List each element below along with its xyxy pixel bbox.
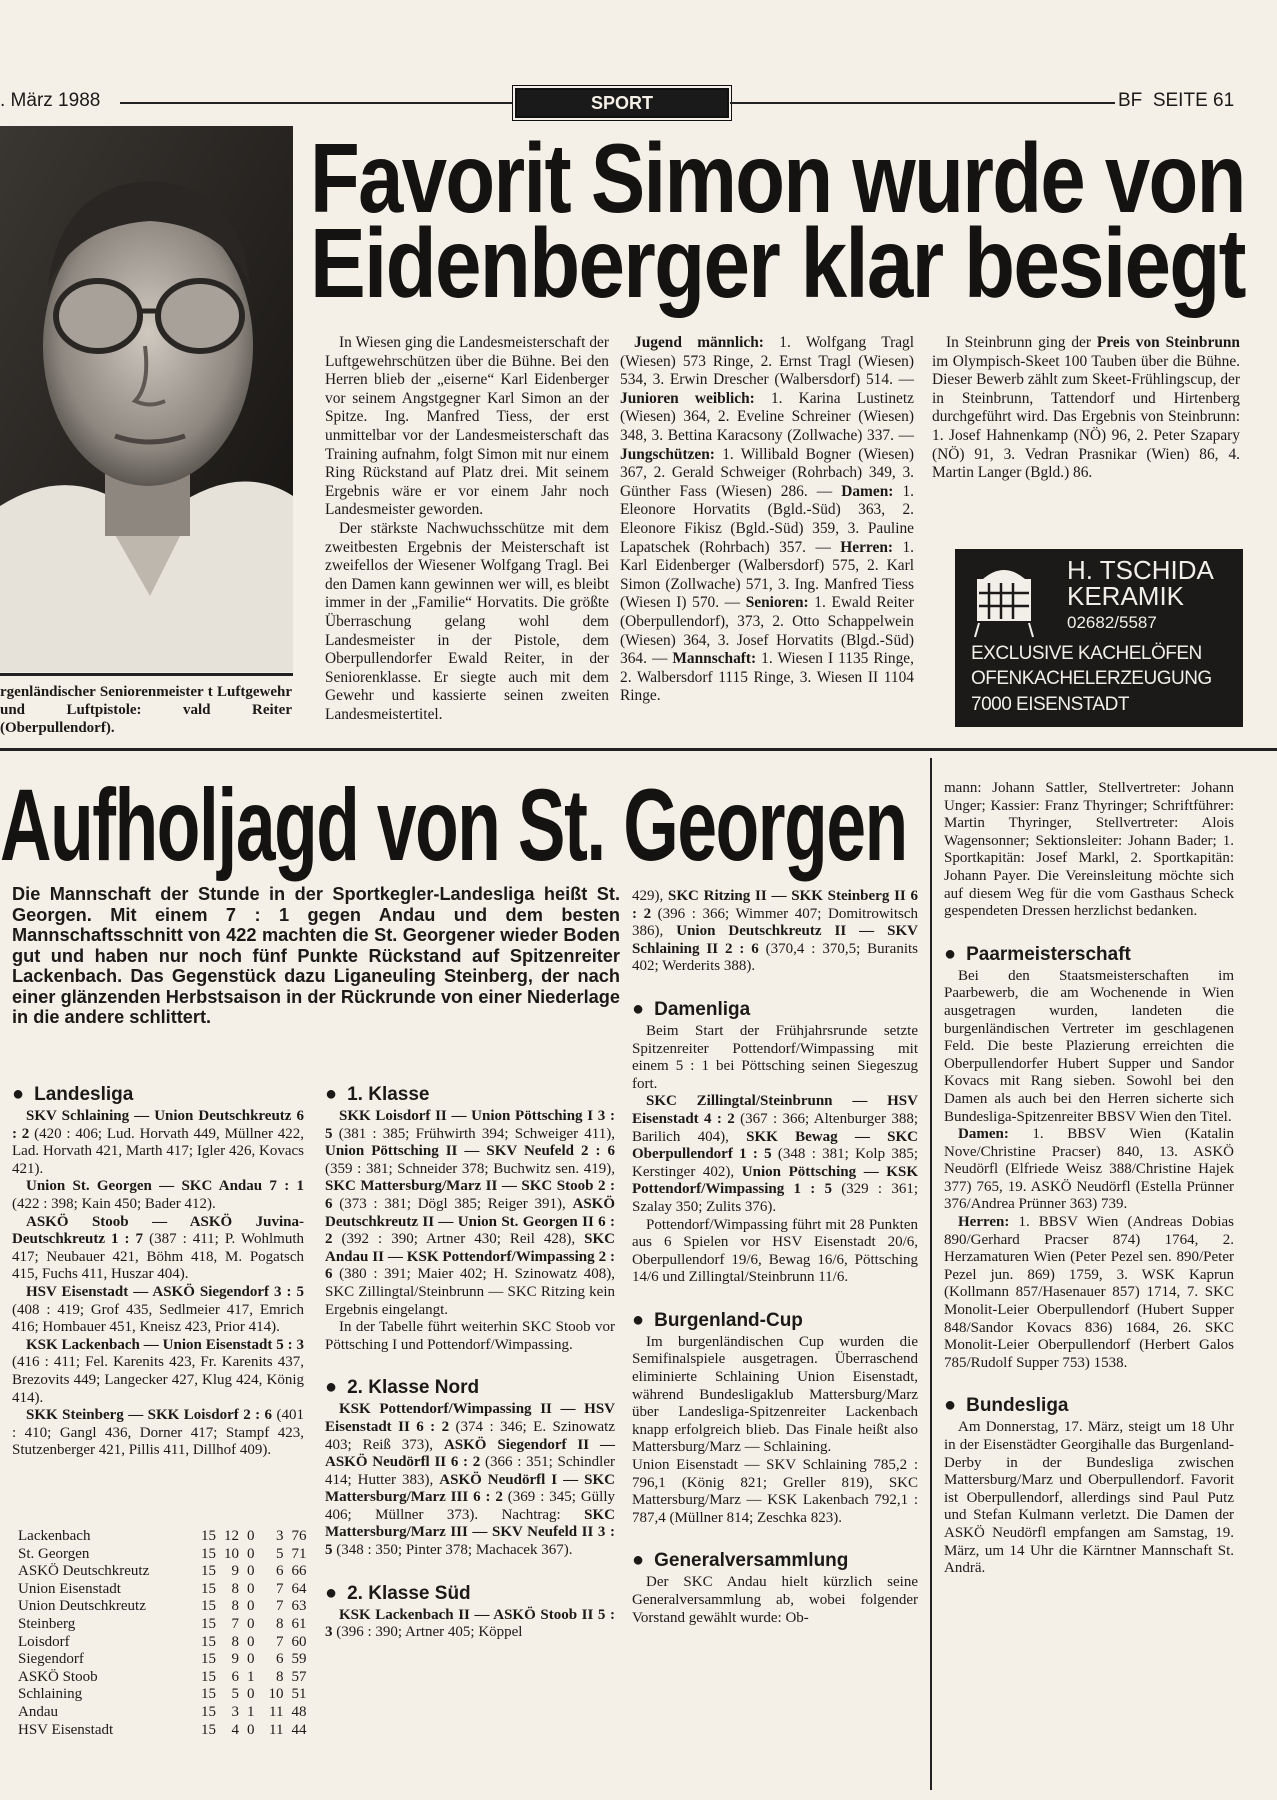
- bold-text: Damen:: [841, 482, 894, 500]
- standings-value: 63: [291, 1598, 307, 1615]
- standings-value: 8: [231, 1633, 239, 1650]
- standings-value: 0: [247, 1651, 255, 1668]
- standings-value: 15: [201, 1598, 216, 1615]
- text: 1. BBSV Wien (Katalin Nove/Christine Pracser) 840, 13. ASKÖ Neudörfl (Elfriede Weisz 388/Christine Hajek 377) 765, 19. ASKÖ Neudörfl (Estella Prünner 376/Andrea Prünner 363) 739.: [944, 1126, 1234, 1213]
- header-rule-left: [120, 102, 512, 104]
- bold-text: Junioren weiblich:: [620, 389, 755, 407]
- article-divider: [0, 748, 1277, 751]
- issue-date: . März 1988: [0, 90, 101, 111]
- standings-value: 0: [247, 1563, 255, 1580]
- text: Der stärkste Nachwuchsschütze mit dem zweitbesten Ergebnis der Meisterschaft ist zweifellos der Wiesener Wolfgang Tragl. Bei den Damen kann gewinnen wer will, es bleibt immer in der „Familie“ Horvatits. Die größte Überraschung gelang wohl dem Landesmeister in der Pistole, dem Oberpullendorfer Ewald Reiter, in der Seniorenklasse. Er siegte auch mit dem Gewehr und kassierte seinen zweiten Landesmeistertitel.: [325, 519, 609, 723]
- bold-text: Union St. Georgen — SKC Andau 7 : 1: [26, 1178, 304, 1195]
- standings-value: 48: [291, 1703, 307, 1720]
- standings-value: 11: [269, 1721, 284, 1738]
- standings-value: 8: [276, 1615, 284, 1632]
- headline-line-1: Favorit Simon wurde von: [310, 123, 1245, 233]
- bold-text: Jungschützen:: [620, 445, 715, 463]
- standings-value: 8: [231, 1598, 239, 1615]
- section-heading: [944, 1394, 1234, 1417]
- standings-value: 60: [291, 1633, 307, 1650]
- text: Bei den Staatsmeisterschaften im Paarbewerb, die am Wochenende in Wien ausgetragen wurden, landeten die burgenländischen Vertreter im geschlagenen Feld. Die beste Plazierung erreichten die Oberpullendorfer Hubert Supper und Sandor Kovacs mit Rang sieben. Sowohl bei den Damen als auch bei den Herren sicherte sich Bundesliga-Spitzenreiter BBSV Wien den Titel.: [944, 967, 1234, 1125]
- standings-value: 7: [231, 1615, 239, 1632]
- standings-value: 6: [276, 1563, 284, 1580]
- standings-value: 0: [247, 1580, 255, 1597]
- headline-line-2: Eidenberger klar besiegt: [310, 208, 1245, 318]
- team-name: Union Eisenstadt: [18, 1580, 121, 1597]
- text: 1. Willibald Bogner (Wiesen) 367, 2. Gerald Schweiger (Rohrbach) 349, 3. Günther Fass (Wiesen) 286. —: [620, 445, 914, 500]
- paragraph: [325, 1401, 615, 1559]
- text: (373 : 381; Dögl 385; Reiger 391),: [332, 1195, 573, 1212]
- text: im Olympisch-Skeet 100 Tauben über die Bühne. Dieser Bewerb zählt zum Skeet-Frühlingscup, der in Steinbrunn, Tattendorf und Hirtenberg durchgeführt wird. Das Ergebnis von Steinbrunn: 1. Josef Hahnenkamp (NÖ) 96, 2. Peter Szapary (NÖ) 91, 3. Vedran Prasnikar (Wien) 86, 4. Martin Langer (Bgld.) 86.: [932, 352, 1240, 482]
- section-heading: [632, 1549, 918, 1572]
- standings-row: [18, 1546, 307, 1564]
- bold-text: ASKÖ Siegendorf II — ASKÖ Neudörfl II 6 : 2: [325, 1436, 615, 1471]
- photo-caption: rgenländischer Seniorenmeister t Luftgewehr und Luftpistole: vald Reiter (Oberpullendorf).: [0, 684, 292, 736]
- paragraph: [325, 1108, 615, 1319]
- bold-text: SKC Zillingtal/Steinbrunn — HSV Eisenstadt 4 : 2: [632, 1093, 918, 1127]
- standings-value: 15: [201, 1668, 216, 1685]
- section-label: SPORT: [515, 88, 729, 118]
- standings-value: 4: [231, 1721, 239, 1738]
- standings-value: 7: [276, 1580, 284, 1597]
- bold-text: Jugend männlich:: [634, 334, 764, 351]
- standings-value: 10: [224, 1545, 239, 1562]
- bold-text: KSK Lackenbach — Union Eisenstadt 5 : 3: [26, 1336, 304, 1353]
- team-name: ASKÖ Deutschkreutz: [18, 1563, 150, 1580]
- text: (381 : 385; Frühwirth 394; Schweiger 411),: [332, 1125, 615, 1142]
- standings-row: [18, 1686, 307, 1704]
- paragraph: [632, 1023, 918, 1093]
- bullet-icon: ●: [325, 1376, 338, 1399]
- bold-text: Union Deutschkreutz II — SKV Schlaining II 2 : 6: [632, 923, 918, 957]
- standings-value: 9: [231, 1651, 239, 1668]
- standings-value: 1: [247, 1703, 255, 1720]
- bold-text: SKC Mattersburg/Marz III — SKV Neufeld II 3 : 5: [325, 1506, 615, 1559]
- bullet-icon: ●: [12, 1083, 25, 1105]
- ad-company-type: KERAMIK: [1067, 581, 1185, 611]
- standings-value: 59: [291, 1651, 307, 1668]
- top-column-1: [325, 334, 609, 724]
- bold-text: Mannschaft:: [672, 650, 757, 668]
- standings-value: 51: [291, 1686, 307, 1703]
- standings-value: 3: [276, 1528, 284, 1544]
- standings-value: 5: [276, 1545, 284, 1562]
- standings-row: [18, 1563, 307, 1581]
- standings-table: [18, 1528, 307, 1739]
- text: (422 : 398; Kain 450; Bader 412).: [12, 1195, 216, 1212]
- paragraph: [325, 334, 609, 520]
- bold-text: Herren:: [958, 1214, 1010, 1231]
- section-heading-text: 2. Klasse Süd: [347, 1582, 471, 1604]
- standings-value: 15: [201, 1545, 216, 1562]
- text: (401 : 410; Gangl 436, Dorner 417; Stampf 423, Stutzenberger 421, Pillis 411, Dillhof 409).: [12, 1407, 304, 1459]
- ad-line-1: EXCLUSIVE KACHELÖFEN: [971, 643, 1202, 664]
- section-heading-text: Damenliga: [654, 998, 751, 1020]
- standings-value: 15: [201, 1651, 216, 1668]
- bold-text: SKC Andau II — KSK Pottendorf/Wimpassing 2 : 6: [325, 1231, 615, 1283]
- bold-text: ASKÖ Stoob — ASKÖ Juvina-Deutschkreutz 1 : 7: [12, 1213, 304, 1248]
- man-with-glasses-photo: [0, 126, 293, 672]
- text: 1. Wiesen I 1135 Ringe, 2. Walbersdorf 1115 Ringe, 3. Wiesen II 1104 Ringe.: [620, 650, 914, 705]
- standings-value: 11: [269, 1703, 284, 1720]
- standings-value: 15: [201, 1703, 216, 1720]
- text: Am Donnerstag, 17. März, steigt um 18 Uhr in der Eisenstädter Georgihalle das Burgenland-Derby in der Bundesliga zwischen Mattersburg/Marz und Oberpullendorf. Favorit ist Oberpullendorf, allerdings sind Paul Putz und Stefan Kulmann verletzt. Die Damen der ASKÖ Neudörfl empfangen am Samstag, 19. März, um 14 Uhr die Kärntner Mannschaft St. Andrä.: [944, 1419, 1234, 1577]
- text: (396 : 366; Wimmer 407; Domitrowitsch 386),: [632, 905, 918, 940]
- bold-text: Preis von Steinbrunn: [1096, 334, 1240, 351]
- paragraph: [632, 1574, 918, 1627]
- text: Union Eisenstadt — SKV Schlaining 785,2 : 796,1 (König 821; Greller 819), SKC Mattersburg/Marz — KSK Lakenbach 792,1 : 787,4 (Müllner 814; Zeschka 823).: [632, 1457, 918, 1526]
- bold-text: SKK Steinberg — SKK Loisdorf 2 : 6: [26, 1407, 273, 1424]
- text: (348 : 350; Pinter 378; Machacek 367).: [332, 1542, 573, 1559]
- paragraph: [944, 1419, 1234, 1577]
- section-heading-text: 2. Klasse Nord: [347, 1377, 480, 1399]
- text: (348 : 381; Kolp 385; Kerstinger 402),: [632, 1146, 919, 1180]
- standings-row: [18, 1581, 307, 1599]
- team-name: ASKÖ Stoob: [18, 1668, 98, 1685]
- text: (396 : 390; Artner 405; Köppel: [332, 1624, 523, 1641]
- text: 1. Wolfgang Tragl (Wiesen) 573 Ringe, 2. Ernst Tragl (Wiesen) 534, 3. Erwin Drescher (Walbersdorf) 514. —: [620, 334, 915, 389]
- text: In Wiesen ging die Landesmeisterschaft der Luftgewehrschützen über die Bühne. Bei den Herren blieb der „eiserne“ Karl Eidenberger vor seinem Angstgegner Karl Simon an der Spitze. Ing. Manfred Tiess, der erst unmittelbar vor der Landesmeisterschaft das Training aufnahm, folgt Simon mit nur einem Ring Rückstand auf Platz drei. Mit seinem Ergebnis wäre er vor einem Jahr noch Landesmeister geworden.: [325, 334, 609, 519]
- standings-value: 0: [247, 1598, 255, 1615]
- text: Im burgenländischen Cup wurden die Semifinalspiele ausgetragen. Überraschend eliminierte Schlaining Union Eisenstadt, während Bundesligaklub Mattersburg/Marz über Landesliga-Spitzenreiter Lackenbach knapp erfolgreich blieb. Das Finale heißt also Mattersburg/Marz — Schlaining.: [632, 1333, 918, 1456]
- bullet-icon: ●: [632, 1549, 645, 1572]
- paragraph: [632, 888, 918, 976]
- bold-text: Herren:: [840, 538, 893, 556]
- standings-value: 1: [247, 1668, 255, 1685]
- paragraph: [632, 1334, 918, 1457]
- paragraph: [632, 1217, 918, 1287]
- standings-value: 3: [231, 1703, 239, 1720]
- section-heading: [325, 1376, 615, 1399]
- section-heading: [12, 1083, 304, 1106]
- bold-text: SKC Ritzing II — SKK Steinberg II 6 : 2: [632, 888, 919, 922]
- tiled-stove-icon: [969, 561, 1039, 639]
- bold-text: ASKÖ Neudörfl I — SKC Mattersburg/Marz III 6 : 2: [325, 1471, 616, 1506]
- standings-value: 76: [291, 1528, 307, 1544]
- standings-row: [18, 1634, 307, 1652]
- text: (367 : 366; Altenburger 388; Barilich 404),: [632, 1110, 918, 1145]
- paragraph: [325, 520, 609, 725]
- team-name: Siegendorf: [18, 1651, 84, 1668]
- paragraph: [12, 1108, 304, 1178]
- photo-rule: [0, 673, 293, 676]
- standings-value: 64: [291, 1580, 307, 1597]
- bullet-icon: ●: [632, 997, 645, 1020]
- team-name: Schlaining: [18, 1686, 83, 1703]
- standings-row: [18, 1722, 307, 1740]
- paragraph: [12, 1284, 304, 1337]
- top-column-2: [620, 334, 914, 706]
- paragraph: [944, 968, 1234, 1126]
- standings-value: 15: [201, 1580, 216, 1597]
- text: (420 : 406; Lud. Horvath 449, Müllner 422, Lad. Horvath 421, Marth 417; Igler 426, Kovacs 421).: [12, 1125, 304, 1177]
- bullet-icon: ●: [944, 942, 957, 965]
- top-column-3: [932, 334, 1240, 483]
- text: Pottendorf/Wimpassing führt mit 28 Punkten aus 6 Spielen vor HSV Eisenstadt 20/6, Oberpullendorf 19/6, Bewag 16/6, Pöttsching 14/6 und Zillingtal/Steinbrunn 11/6.: [632, 1216, 918, 1286]
- standings-value: 71: [291, 1545, 307, 1562]
- paragraph: [944, 1126, 1234, 1214]
- standings-value: 57: [291, 1668, 307, 1685]
- paragraph: [12, 1337, 304, 1407]
- text: (392 : 390; Artner 430; Reil 428),: [332, 1231, 585, 1248]
- standings-value: 0: [247, 1686, 255, 1703]
- paragraph: [944, 1214, 1234, 1372]
- text: (374 : 346; E. Szinowatz 403; Reiß 373),: [325, 1418, 615, 1453]
- text: mann: Johann Sattler, Stellvertreter: Johann Unger; Kassier: Franz Thyringer; Schriftführer: Martin Thyringer, Stellvertreter: Alois Wagensonner; Sektionsleiter: Johann Bader; 1. Sportkapitän: Josef Markl, 2. Sportkapitän: Johann Payer. Die Vereinsleitung möchte sich auf diesem Weg für die vom Gasthaus Scheck gespendeten Dressen herzlichst bedanken.: [944, 780, 1234, 920]
- text: (329 : 361; Szalay 350; Zulits 376).: [632, 1181, 918, 1215]
- bullet-icon: ●: [632, 1308, 645, 1331]
- text: In der Tabelle führt weiterhin SKC Stoob vor Pöttsching I und Pottendorf/Wimpassing.: [325, 1319, 615, 1353]
- section-heading-text: Generalversammlung: [654, 1550, 849, 1572]
- standings-value: 15: [201, 1633, 216, 1650]
- section-heading-text: Paarmeisterschaft: [966, 943, 1131, 965]
- team-name: HSV Eisenstadt: [18, 1721, 114, 1738]
- standings-value: 8: [231, 1580, 239, 1597]
- paragraph: [932, 334, 1240, 483]
- team-name: Loisdorf: [18, 1633, 70, 1650]
- text: Beim Start der Frühjahrsrunde setzte Spitzenreiter Pottendorf/Wimpassing mit einem 5 : 1 bei Pöttsching seinen Siegeszug fort.: [632, 1022, 918, 1092]
- bold-text: Damen:: [958, 1126, 1009, 1143]
- standings-value: 7: [276, 1633, 284, 1650]
- bold-text: SKC Mattersburg/Marz II — SKC Stoob 2 : 6: [325, 1178, 615, 1212]
- standings-value: 7: [276, 1598, 284, 1615]
- paragraph: [12, 1214, 304, 1284]
- column-klassen: [325, 1083, 615, 1642]
- text: (369 : 345; Gülly 406; Müllner 373). Nachtrag:: [325, 1489, 616, 1523]
- paragraph: [944, 780, 1234, 921]
- bullet-icon: ●: [944, 1394, 957, 1417]
- text: 1. Eleonore Horvatits (Bgld.-Süd) 363, 2. Eleonore Fikisz (Bgld.-Süd) 359, 3. Pauline Lapatschek (Rohrbach) 357. —: [620, 482, 914, 556]
- text: (366 : 351; Schindler 414; Hutter 383),: [325, 1454, 615, 1488]
- standings-value: 15: [201, 1686, 216, 1703]
- text: 1. Karl Eidenberger (Walbersdorf) 575, 2. Karl Simon (Zollwache) 571, 3. Ing. Manfred Tiess (Wiesen I) 570. —: [620, 538, 914, 612]
- section-heading-text: Landesliga: [34, 1084, 134, 1105]
- section-heading-text: Bundesliga: [966, 1395, 1069, 1417]
- standings-row: [18, 1616, 307, 1634]
- standings-value: 12: [224, 1528, 239, 1544]
- standings-value: 9: [231, 1563, 239, 1580]
- section-heading-text: Burgenland-Cup: [654, 1309, 803, 1331]
- team-name: Steinberg: [18, 1615, 76, 1632]
- ad-line-2: OFENKACHELERZEUGUNG: [971, 668, 1212, 689]
- bold-text: SKV Schlaining — Union Deutschkreutz 6 : 2: [12, 1108, 304, 1142]
- team-name: Andau: [18, 1703, 58, 1720]
- section-heading: [632, 1309, 918, 1332]
- standings-value: 8: [276, 1668, 284, 1685]
- text: (416 : 411; Fel. Karenits 423, Fr. Karenits 437, Brezovits 449; Langecker 427, Klug 424, König 414).: [12, 1354, 304, 1406]
- column-paarmeisterschaft-bundesliga: [944, 780, 1234, 1578]
- section-heading: [944, 943, 1234, 966]
- text: (380 : 391; Maier 402; H. Szinowatz 408), SKC Zillingtal/Steinbrunn — SKC Ritzing kein Ergebnis eingelangt.: [325, 1266, 615, 1318]
- text: 1. Karina Lustinetz (Wiesen) 364, 2. Eveline Schreiner (Wiesen) 348, 3. Bettina Karacsony (Zollwache) 337. —: [620, 389, 914, 444]
- standings-row: [18, 1598, 307, 1616]
- paragraph: [632, 1457, 918, 1527]
- paragraph: [632, 1093, 918, 1216]
- bottom-headline: Aufholjagd von St. Georgen: [0, 768, 907, 882]
- column-divider: [930, 758, 932, 1790]
- standings-row: [18, 1669, 307, 1687]
- bold-text: ASKÖ Deutschkreutz II — Union St. Georgen II 6 : 2: [325, 1195, 615, 1248]
- paragraph: [12, 1178, 304, 1213]
- standings-row: [18, 1704, 307, 1722]
- team-name: Lackenbach: [18, 1528, 91, 1544]
- standings-value: 6: [231, 1668, 239, 1685]
- standings-value: 15: [201, 1528, 216, 1544]
- bullet-icon: ●: [325, 1581, 338, 1604]
- standings-value: 6: [276, 1651, 284, 1668]
- section-heading: [632, 998, 918, 1021]
- standings-value: 61: [291, 1615, 307, 1632]
- standings-value: 0: [247, 1615, 255, 1632]
- bold-text: KSK Pottendorf/Wimpassing II — HSV Eisenstadt II 6 : 2: [325, 1401, 615, 1435]
- bold-text: Union Pöttsching — KSK Pottendorf/Wimpassing 1 : 5: [632, 1163, 918, 1198]
- standings-value: 0: [247, 1633, 255, 1650]
- text: (408 : 419; Grof 435, Sedlmeier 417, Emrich 416; Hombauer 451, Kneisz 423, Prior 414).: [12, 1301, 304, 1336]
- text: (359 : 381; Schneider 378; Buchwitz sen. 419),: [325, 1160, 615, 1177]
- section-heading: [325, 1083, 615, 1106]
- bold-text: Union Pöttsching II — SKV Neufeld 2 : 6: [325, 1143, 615, 1160]
- paragraph: [12, 1407, 304, 1460]
- standings-value: 0: [247, 1545, 255, 1562]
- team-name: Union Deutschkreutz: [18, 1598, 146, 1615]
- standings-value: 44: [291, 1721, 307, 1738]
- bold-text: Senioren:: [745, 594, 809, 612]
- standings-row: [18, 1528, 307, 1546]
- text: In Steinbrunn ging der: [946, 334, 1097, 351]
- standings-value: 0: [247, 1528, 255, 1544]
- standings-value: 15: [201, 1563, 216, 1580]
- bold-text: KSK Lackenbach II — ASKÖ Stoob II 5 : 3: [325, 1606, 615, 1641]
- standings-value: 15: [201, 1615, 216, 1632]
- page-number: BF SEITE 61: [1118, 90, 1235, 111]
- bullet-icon: ●: [325, 1083, 338, 1105]
- advertisement-tschida-keramik: [955, 549, 1243, 727]
- paragraph: [325, 1319, 615, 1354]
- text: (387 : 411; P. Wohlmuth 417; Neubauer 421, Böhm 418, M. Pogatsch 415, Fuchs 411, Huszar 404).: [12, 1231, 304, 1283]
- bold-text: SKK Loisdorf II — Union Pöttsching I 3 : 5: [325, 1108, 615, 1142]
- standings-value: 0: [247, 1721, 255, 1738]
- text: 1. BBSV Wien (Andreas Dobias 890/Gerhard Pracser 874) 1764, 2. Herzamaturen Wien (Peter Pezel sen. 890/Peter Pezel jun. 869) 1759, 3. WSK Kaprun (Kollmann 857/Hasenauer 857) 1714, 7. SKC Monolit-Leier Oberpullendorf (Hubert Supper 848/Sandor Kovacs 836) 1684, 26. SKC Monolit-Leier Oberpullendorf (Herbert Galos 785/Rudolf Supper 753) 1538.: [944, 1214, 1234, 1371]
- standings-value: 5: [231, 1686, 239, 1703]
- header-rule-right: [730, 102, 1115, 104]
- text: 429),: [632, 888, 669, 904]
- standings-row: [18, 1651, 307, 1669]
- paragraph: [325, 1607, 615, 1642]
- ad-company-name: H. TSCHIDA: [1067, 555, 1214, 585]
- section-heading-text: 1. Klasse: [347, 1084, 430, 1105]
- column-damenliga-cup: [632, 888, 918, 1627]
- text: (370,4 : 370,5; Buranits 402; Werderits 388).: [632, 940, 918, 975]
- ad-line-3: 7000 EISENSTADT: [971, 694, 1129, 715]
- portrait-photo: [0, 126, 293, 672]
- bold-text: SKK Bewag — SKC Oberpullendorf 1 : 5: [632, 1128, 918, 1163]
- section-heading: [325, 1582, 615, 1605]
- standings-value: 66: [291, 1563, 307, 1580]
- team-name: St. Georgen: [18, 1545, 90, 1562]
- lead-paragraph: Die Mannschaft der Stunde in der Sportkegler-Landesliga heißt St. Georgen. Mit einem 7 : 1 gegen Andau und dem besten Mannschaftsschnitt von 422 machten die St. Georgener wieder Boden gut und haben nur noch fünf Punkte Rückstand auf Spitzenreiter Lackenbach. Das Gegenstück dazu Liganeuling Steinberg, der nach einer glänzenden Herbstsaison in der Rückrunde von einer Niederlage in die andere schlittert.: [12, 884, 620, 1027]
- bold-text: HSV Eisenstadt — ASKÖ Siegendorf 3 : 5: [26, 1283, 304, 1300]
- column-landesliga: [12, 1083, 304, 1460]
- ad-phone: 02682/5587: [1067, 613, 1157, 632]
- standings-value: 10: [268, 1686, 284, 1703]
- paragraph: [620, 334, 914, 706]
- text: Der SKC Andau hielt kürzlich seine Generalversammlung ab, wobei folgender Vorstand gewählt wurde: Ob-: [632, 1574, 918, 1626]
- text: 1. Ewald Reiter (Oberpullendorf), 373, 2. Otto Schappelwein (Wiesen) 364, 3. Josef Horvatits (Blgd.-Süd) 364. —: [620, 594, 914, 668]
- standings-value: 15: [201, 1721, 216, 1738]
